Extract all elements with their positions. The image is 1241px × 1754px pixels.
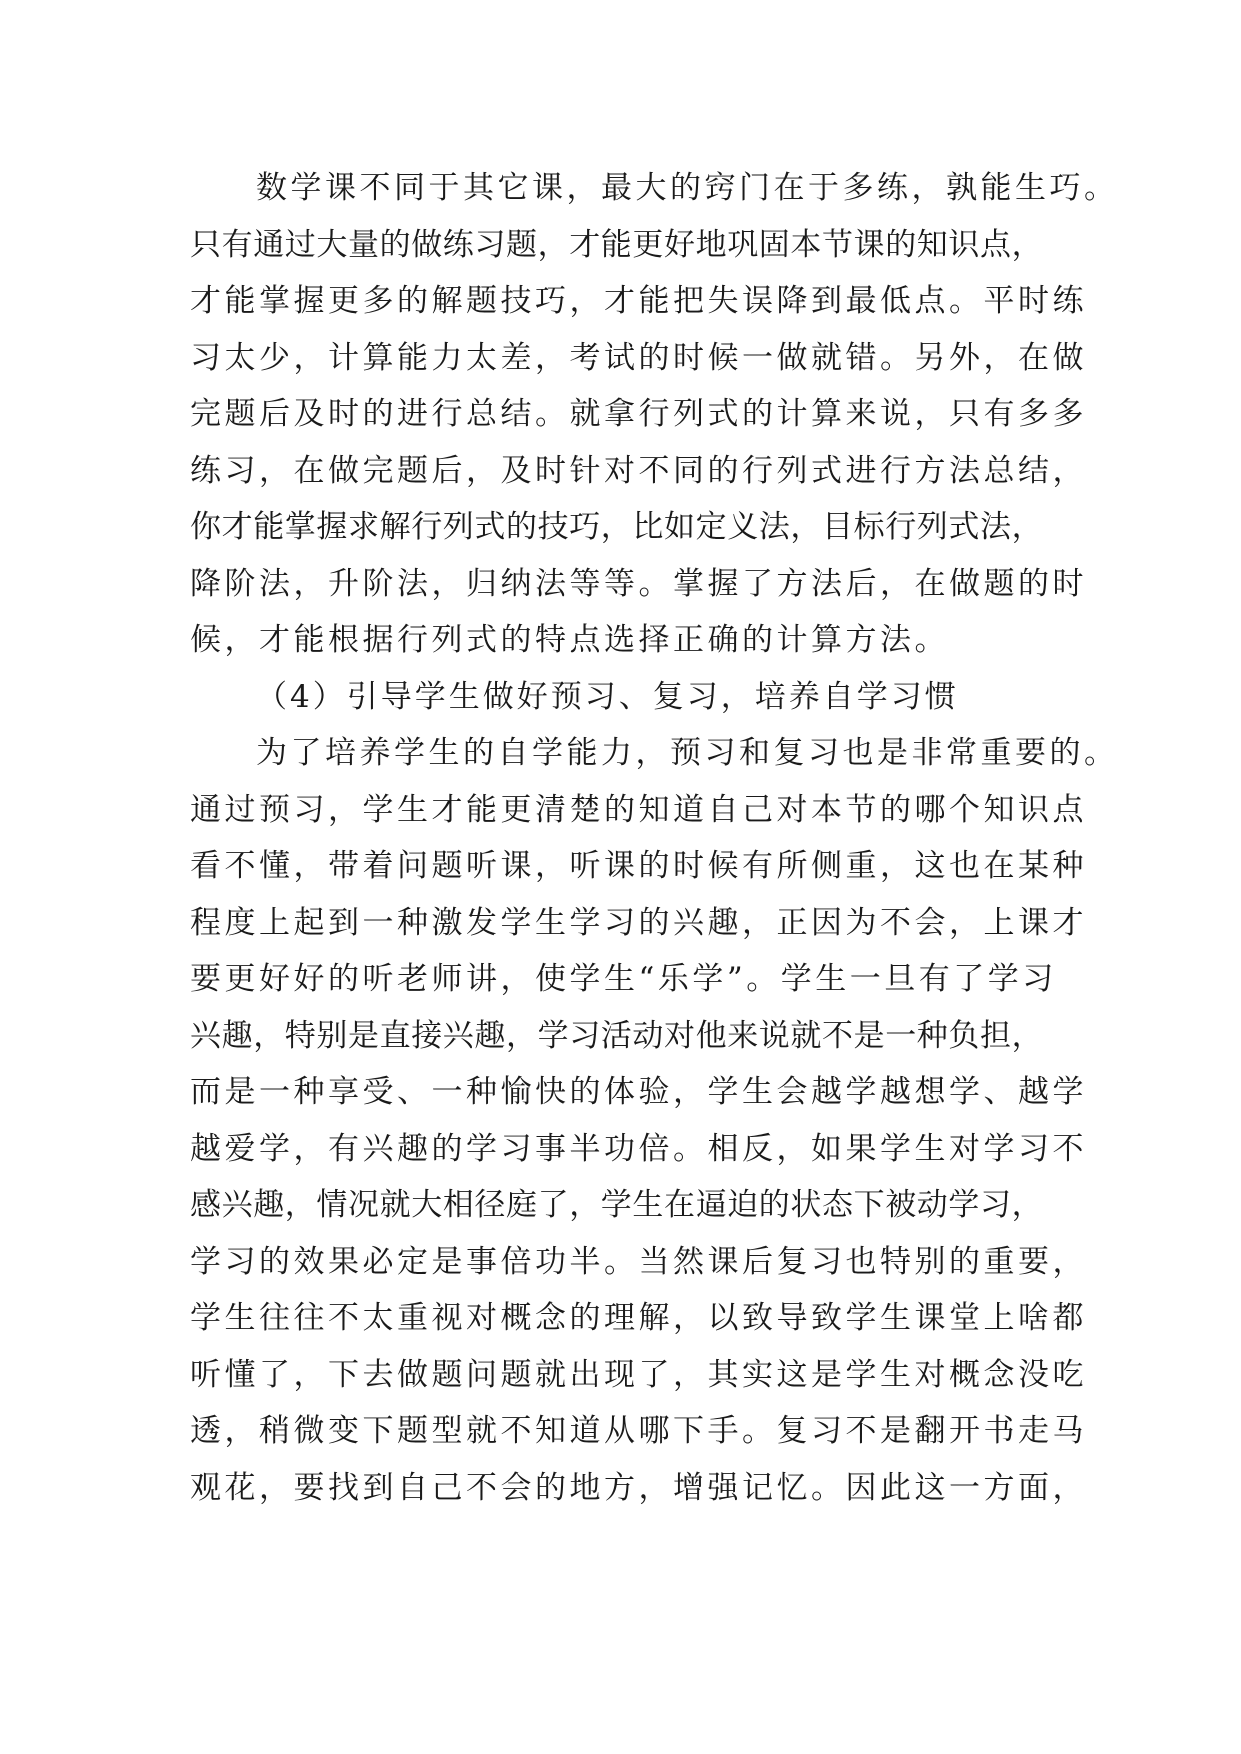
paragraph-2-line-8: 越爱学，有兴趣的学习事半功倍。相反，如果学生对学习不: [190, 1130, 1087, 1167]
paragraph-1-line-8: 降阶法，升阶法，归纳法等等。掌握了方法后，在做题的时: [190, 565, 1087, 602]
paragraph-1-line-7: 你才能掌握求解行列式的技巧，比如定义法，目标行列式法，: [190, 509, 1044, 545]
paragraph-2-line-14: 观花，要找到自己不会的地方，增强记忆。因此这一方面，: [190, 1469, 1087, 1506]
paragraph-2-line-12: 听懂了，下去做题问题就出现了，其实这是学生对概念没吃: [190, 1356, 1087, 1393]
paragraph-1-line-3: 才能掌握更多的解题技巧，才能把失误降到最低点。平时练: [190, 283, 1087, 319]
paragraph-2-line-11: 学生往往不太重视对概念的理解，以致导致学生课堂上啥都: [190, 1300, 1087, 1336]
body-text: [190, 160, 1119, 1516]
paragraph-2-line-6: 兴趣，特别是直接兴趣，学习活动对他来说就不是一种负担，: [190, 1017, 1044, 1054]
paragraph-2-line-13: 透，稍微变下题型就不知道从哪下手。复习不是翻开书走马: [190, 1413, 1087, 1449]
paragraph-2-line-10: 学习的效果必定是事倍功半。当然课后复习也特别的重要，: [190, 1243, 1087, 1280]
paragraph-2-line-4: 程度上起到一种激发学生学习的兴趣，正因为不会，上课才: [190, 904, 1087, 941]
paragraph-2-line-7: 而是一种享受、一种愉快的体验，学生会越学越想学、越学: [190, 1074, 1087, 1110]
paragraph-2-line-1: 为了培养学生的自学能力，预习和复习也是非常重要的。: [256, 735, 1119, 771]
paragraph-1-line-5: 完题后及时的进行总结。就拿行列式的计算来说，只有多多: [190, 396, 1087, 432]
paragraph-2-line-2: 通过预习，学生才能更清楚的知道自己对本节的哪个知识点: [190, 791, 1087, 828]
paragraph-1-line-2: 只有通过大量的做练习题，才能更好地巩固本节课的知识点，: [190, 226, 1044, 263]
section-heading: （4）引导学生做好预习、复习，培养自学习惯: [256, 678, 959, 715]
paragraph-2-line-9: 感兴趣，情况就大相径庭了，学生在逼迫的状态下被动学习，: [190, 1187, 1044, 1223]
paragraph-1-line-1: 数学课不同于其它课，最大的窍门在于多练，孰能生巧。: [256, 170, 1119, 206]
paragraph-1-line-4: 习太少，计算能力太差，考试的时候一做就错。另外，在做: [190, 339, 1087, 376]
paragraph-1-line-9: 候，才能根据行列式的特点选择正确的计算方法。: [190, 622, 949, 658]
paragraph-1-line-6: 练习，在做完题后，及时针对不同的行列式进行方法总结，: [190, 452, 1087, 489]
paragraph-2-line-3: 看不懂，带着问题听课，听课的时候有所侧重，这也在某种: [190, 848, 1087, 884]
paragraph-2-line-5: 要更好好的听老师讲，使学生“乐学”。学生一旦有了学习: [190, 961, 1057, 997]
